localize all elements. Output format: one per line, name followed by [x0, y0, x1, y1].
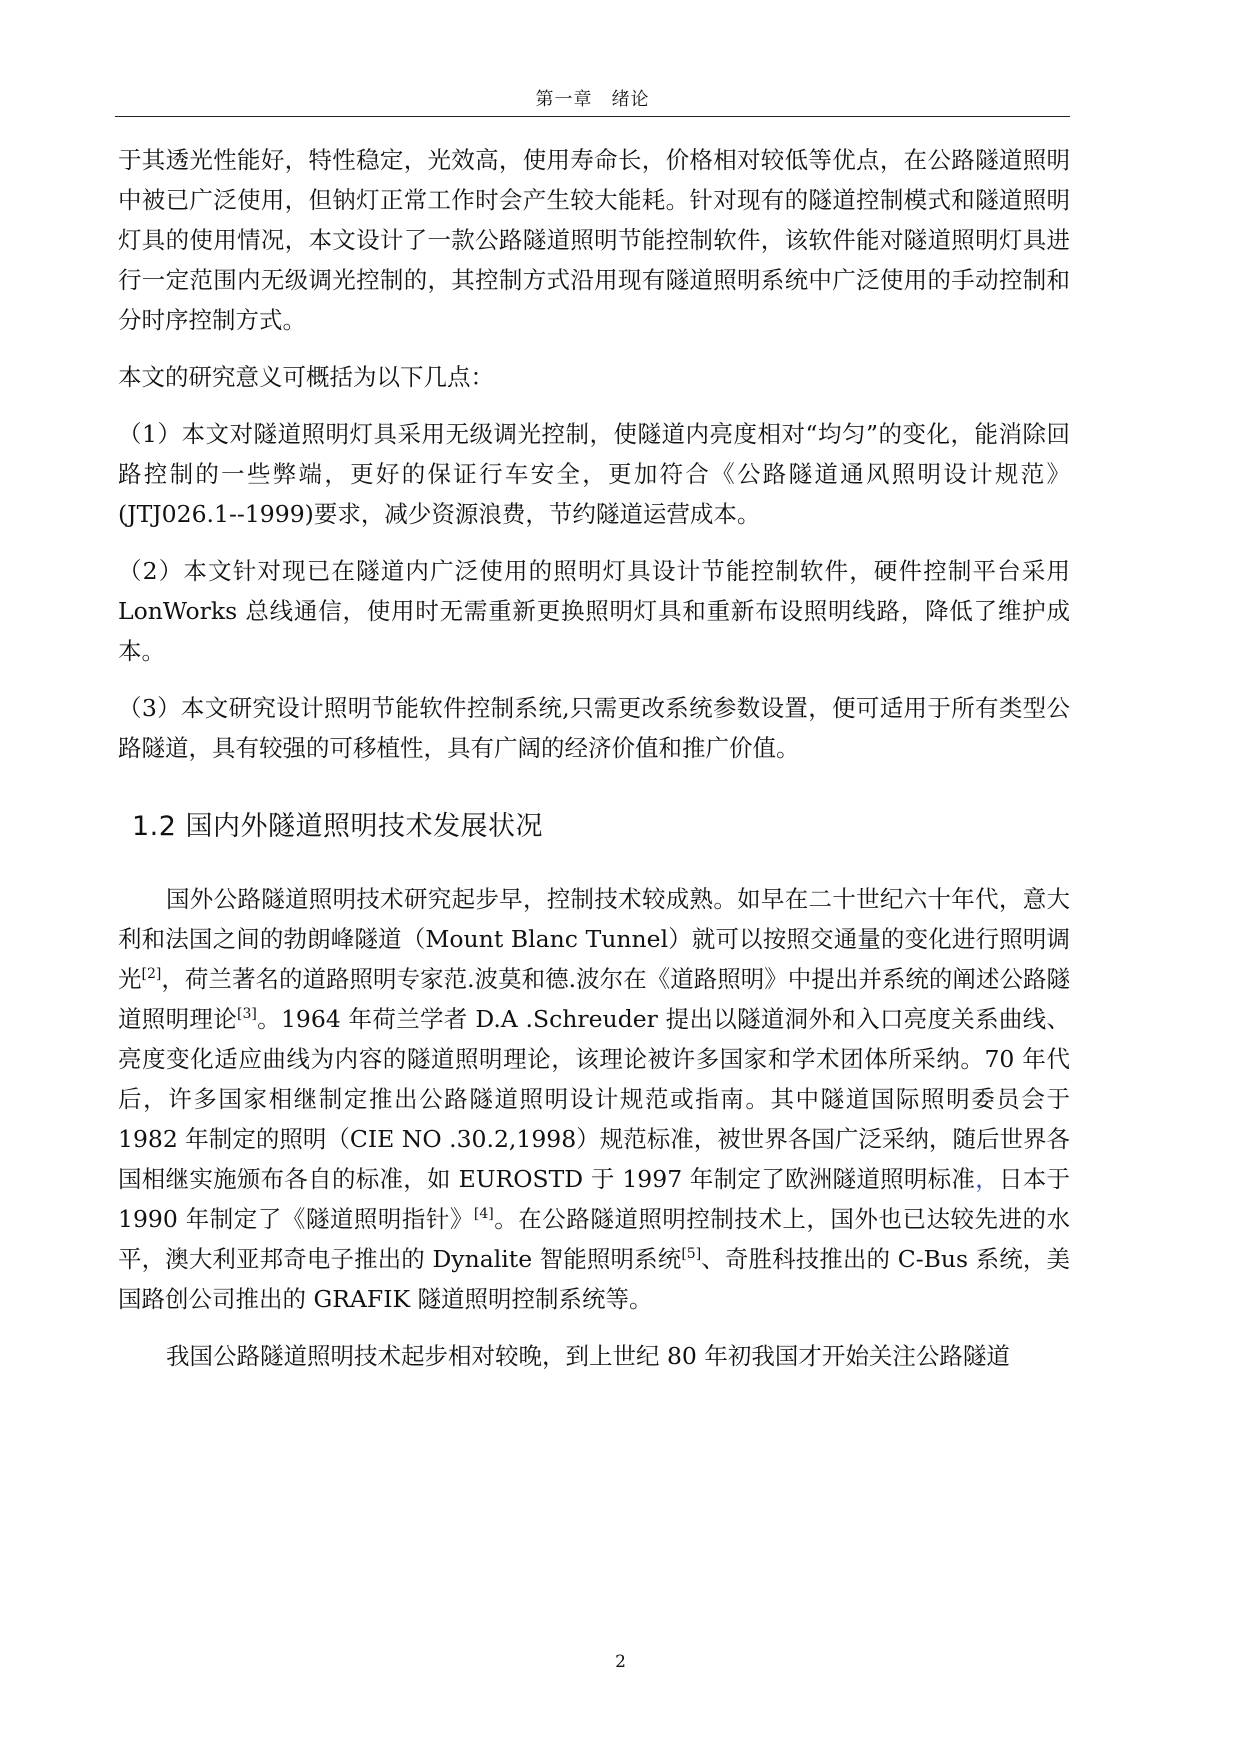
paragraph-4: （2）本文针对现已在隧道内广泛使用的照明灯具设计节能控制软件，硬件控制平台采用 LonWorks 总线通信，使用时无需重新更换照明灯具和重新布设照明线路，降低了维护成本。 [118, 557, 1070, 665]
paragraph-7: 我国公路隧道照明技术起步相对较晚，到上世纪 80 年初我国才开始关注公路隧道 [166, 1342, 1010, 1370]
paragraph-6 [118, 879, 1070, 1319]
citation-2: [2] [141, 966, 162, 983]
citation-3: [3] [237, 1006, 257, 1023]
p6-text-e: 。在公路隧道照明控制技术上，国外也已达较先进的水平，澳大利亚邦奇电子推出的 Dynalite 智能照明系统 [118, 1205, 1071, 1273]
citation-5: [5] [681, 1246, 702, 1263]
p6-text-d: 日本于 1990 年制定了《隧道照明指针》 [118, 1165, 1071, 1233]
paragraph-1: 于其透光性能好，特性稳定，光效高，使用寿命长，价格相对较低等优点，在公路隧道照明中被已广泛使用，但钠灯正常工作时会产生较大能耗。针对现有的隧道控制模式和隧道照明灯具的使用情况，本文设计了一款公路隧道照明节能控制软件，该软件能对隧道照明灯具进行一定范围内无级调光控制的，其控制方式沿用现有隧道照明系统中广泛使用的手动控制和分时序控制方式。 [118, 146, 1070, 334]
paragraph-3: （1）本文对隧道照明灯具采用无级调光控制，使隧道内亮度相对“均匀”的变化，能消除回路控制的一些弊端，更好的保证行车安全，更加符合《公路隧道通风照明设计规范》(JTJ026.1--1999)要求，减少资源浪费，节约隧道运营成本。 [118, 420, 1070, 528]
p6-text-f: 、奇胜科技推出的 C-Bus 系统，美国路创公司推出的 GRAFIK 隧道照明控制系统等。 [118, 1245, 1070, 1313]
p6-comma: ， [975, 1165, 999, 1193]
citation-4: [4] [473, 1206, 494, 1223]
page-number: 2 [615, 1652, 626, 1672]
running-header [115, 86, 1070, 117]
page-body [118, 140, 1070, 1376]
section-heading: 1.2 国内外隧道照明技术发展状况 [132, 811, 544, 842]
p6-text-b: ，荷兰著名的道路照明专家范.波莫和德.波尔在《道路照明》中提出并系统的阐述公路隧道照明理论 [118, 965, 1070, 1033]
paragraph-5: （3）本文研究设计照明节能软件控制系统,只需更改系统参数设置，便可适用于所有类型公路隧道，具有较强的可移植性，具有广阔的经济价值和推广价值。 [118, 694, 1070, 762]
p6-text-c: 。1964 年荷兰学者 D.A .Schreuder 提出以隧道洞外和入口亮度关系曲线、亮度变化适应曲线为内容的隧道照明理论，该理论被许多国家和学术团体所采纳。70 年代后，许多国家相继制定推出公路隧道照明设计规范或指南。其中隧道国际照明委员会于 1982 年制定的照明（CIE NO .30.2,1998）规范标准，被世界各国广泛采纳，随后世界各国相继实施颁布各自的标准，如 EUROSTD 于 1997 年制定了欧洲隧道照明标准 [118, 1005, 1070, 1193]
chapter-title: 第一章 绪论 [535, 89, 650, 110]
paragraph-2: 本文的研究意义可概括为以下几点： [118, 363, 494, 391]
p6-text-a: 国外公路隧道照明技术研究起步早，控制技术较成熟。如早在二十世纪六十年代，意大利和法国之间的勃朗峰隧道（Mount Blanc Tunnel）就可以按照交通量的变化进行照明调光 [118, 885, 1070, 993]
